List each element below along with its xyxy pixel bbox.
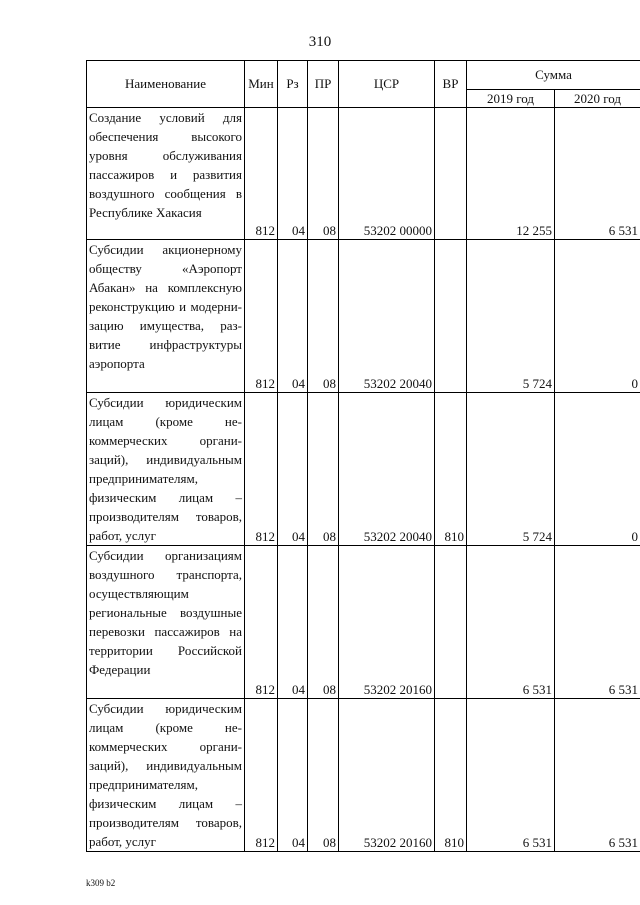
- row-rz: 04: [278, 546, 308, 699]
- header-pr: ПР: [308, 61, 339, 108]
- row-rz: 04: [278, 240, 308, 393]
- row-vr: 810: [435, 393, 467, 546]
- row-min: 812: [245, 393, 278, 546]
- budget-table: [86, 60, 640, 852]
- row-csr: 53202 20160: [339, 699, 435, 852]
- row-sum-2019: 5 724: [467, 240, 555, 393]
- row-pr: 08: [308, 393, 339, 546]
- row-csr: 53202 00000: [339, 108, 435, 240]
- table-row: [87, 546, 640, 699]
- row-min: 812: [245, 240, 278, 393]
- row-vr: [435, 240, 467, 393]
- header-csr: ЦСР: [339, 61, 435, 108]
- row-csr: 53202 20040: [339, 240, 435, 393]
- table-row: [87, 393, 640, 546]
- row-sum-2019: 6 531: [467, 546, 555, 699]
- row-sum-2019: 5 724: [467, 393, 555, 546]
- row-pr: 08: [308, 240, 339, 393]
- row-name: Субсидии юридическим лицам (кроме некоммерческих организаций), индивидуальным предпринимателям, физическим лицам – производителям товаров, работ, услуг: [87, 699, 245, 852]
- row-vr: [435, 546, 467, 699]
- header-sum: Сумма: [467, 61, 640, 90]
- row-sum-2020: 6 531: [555, 108, 640, 240]
- header-year-2020: 2020 год: [555, 90, 640, 108]
- row-name: Субсидии организациям воздушного транспорта, осуществляющим региональные воздушные перевозки пассажиров на территории Российской Федерации: [87, 546, 245, 699]
- row-min: 812: [245, 546, 278, 699]
- table-row: [87, 699, 640, 852]
- row-pr: 08: [308, 699, 339, 852]
- header-vr: ВР: [435, 61, 467, 108]
- row-rz: 04: [278, 699, 308, 852]
- row-name: Субсидии акционерному обществу «Аэропорт Абакан» на комплексную реконструкцию и модернизацию имущества, развитие инфраструктуры аэропорта: [87, 240, 245, 393]
- page-number: 310: [308, 34, 332, 50]
- row-rz: 04: [278, 393, 308, 546]
- footer-code: k309 b2: [86, 878, 116, 888]
- row-pr: 08: [308, 108, 339, 240]
- row-sum-2020: 6 531: [555, 699, 640, 852]
- row-min: 812: [245, 108, 278, 240]
- row-name: Субсидии юридическим лицам (кроме некоммерческих организаций), индивидуальным предпринимателям, физическим лицам – производителям товаров, работ, услуг: [87, 393, 245, 546]
- row-rz: 04: [278, 108, 308, 240]
- row-sum-2019: 12 255: [467, 108, 555, 240]
- row-vr: 810: [435, 699, 467, 852]
- row-sum-2020: 0: [555, 393, 640, 546]
- header-rz: Рз: [278, 61, 308, 108]
- row-sum-2020: 6 531: [555, 546, 640, 699]
- header-year-2019: 2019 год: [467, 90, 555, 108]
- row-min: 812: [245, 699, 278, 852]
- row-csr: 53202 20040: [339, 393, 435, 546]
- table-row: [87, 240, 640, 393]
- header-min: Мин: [245, 61, 278, 108]
- row-sum-2020: 0: [555, 240, 640, 393]
- row-sum-2019: 6 531: [467, 699, 555, 852]
- row-csr: 53202 20160: [339, 546, 435, 699]
- row-pr: 08: [308, 546, 339, 699]
- row-vr: [435, 108, 467, 240]
- row-name: Создание условий для обеспечения высокого уровня обслуживания пассажиров и развития воздушного сообщения в Республике Хакасия: [87, 108, 245, 240]
- table-row: [87, 108, 640, 240]
- header-row: [87, 61, 640, 90]
- header-name: Наименование: [87, 61, 245, 108]
